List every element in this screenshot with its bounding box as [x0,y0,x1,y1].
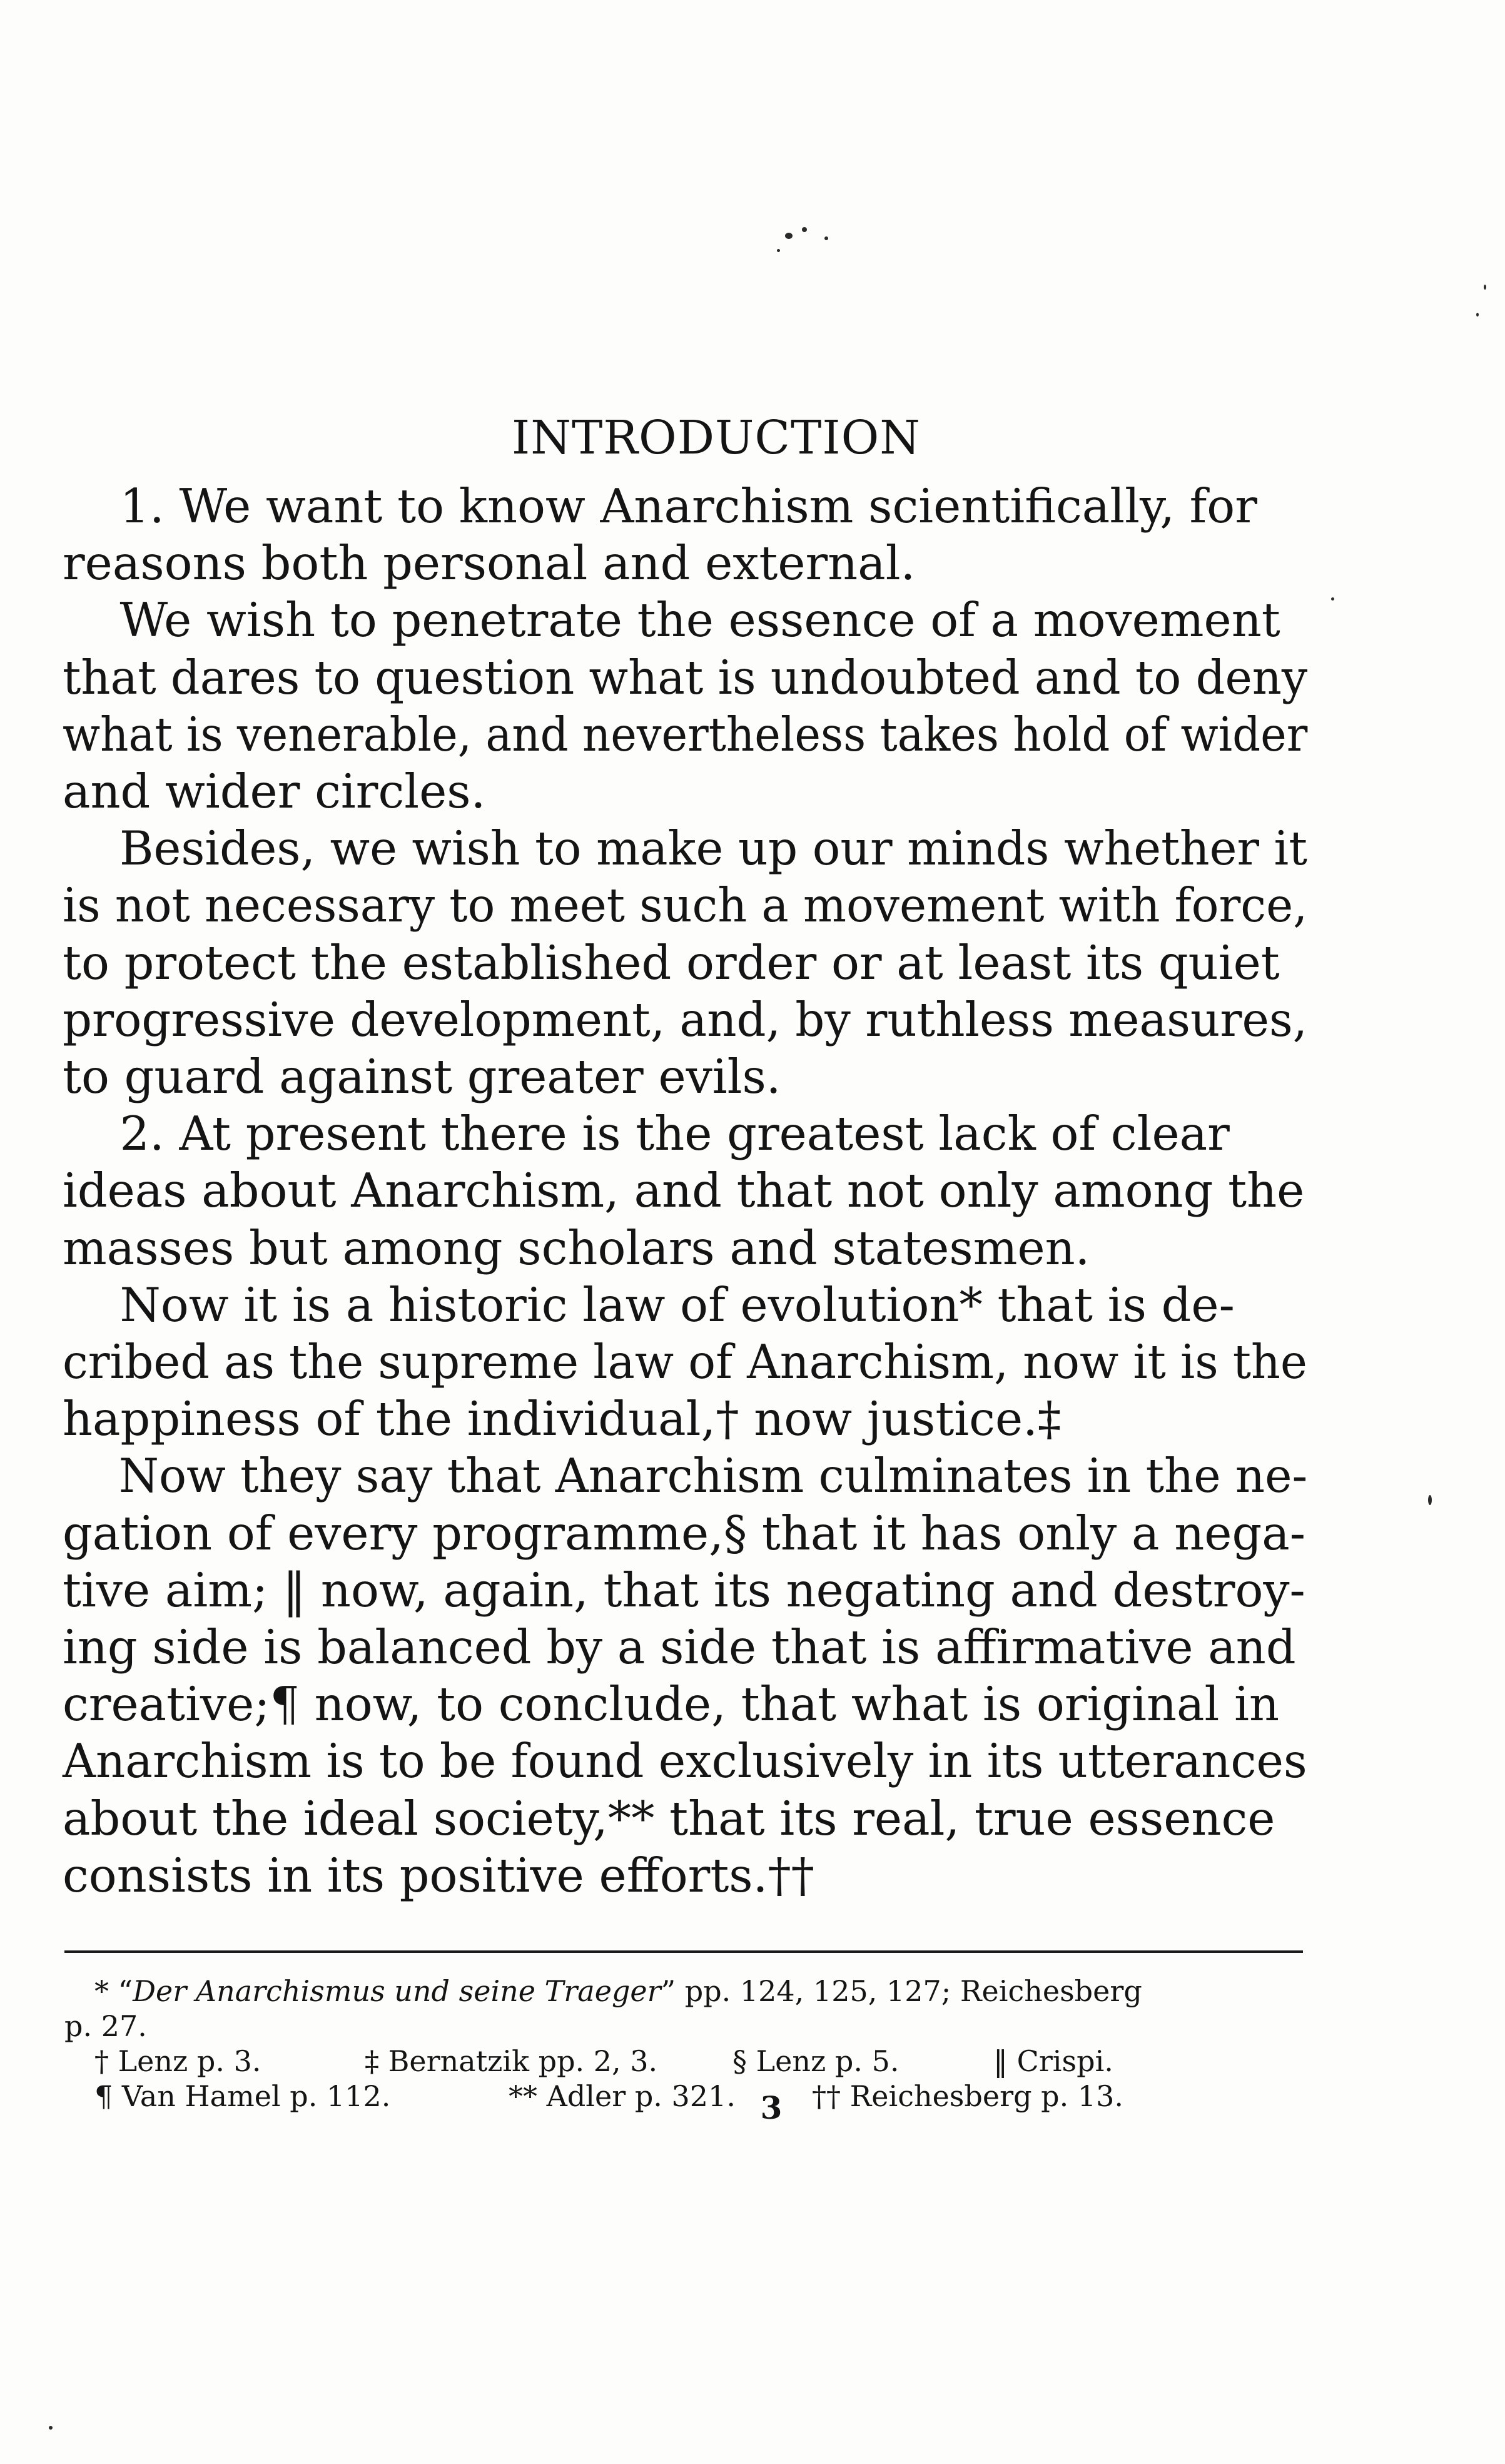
text-line: Anarchism is to be found exclusively in its utterances [63,1733,1307,1789]
footnote-item: ** Adler p. 321. [509,2079,736,2113]
footnote-marker: * “ [94,1974,133,2008]
text-line: 2. At present there is the greatest lack of clear [119,1106,1230,1162]
footnote-line [64,2044,1309,2079]
scan-mark [824,236,828,240]
footnote-item: ‡ Bernatzik pp. 2, 3. [365,2044,658,2078]
text-line: happiness of the individual,† now justice.‡ [63,1391,1062,1447]
footnote-line [64,2009,1309,2044]
text-line: to protect the established order or at least its quiet [63,935,1280,990]
text-line: We wish to penetrate the essence of a movement [119,592,1280,648]
footnote-rule [64,1950,1303,1953]
scan-mark [1428,1495,1432,1505]
text-line: consists in its positive efforts.†† [63,1847,814,1903]
footnote-item: § Lenz p. 5. [732,2044,899,2078]
text-line: is not necessary to meet such a movement with force, [63,878,1308,933]
footnote-line [64,1974,1309,2009]
text-line: ing side is balanced by a side that is affirmative and [63,1620,1296,1675]
scan-mark [1484,285,1486,290]
body-text [63,478,1314,1904]
text-line: masses but among scholars and statesmen. [63,1220,1090,1275]
footnote-item: † Lenz p. 3. [94,2044,261,2078]
scan-mark [1331,597,1334,601]
page-body [63,407,1314,1904]
footnote-item: ¶ Van Hamel p. 112. [94,2079,391,2113]
scan-mark [785,233,793,239]
text-line: and wider circles. [63,764,486,819]
footnote-title: Der Anarchismus und seine Traeger [133,1974,661,2008]
text-line: Besides, we wish to make up our minds whether it [119,821,1308,876]
text-line: what is venerable, and nevertheless takes hold of wider [63,706,1308,762]
text-line: gation of every programme,§ that it has only a nega- [63,1505,1305,1561]
text-line: reasons both personal and external. [63,535,916,591]
footnote-text: ” pp. 124, 125, 127; Reichesberg [661,1974,1142,2008]
scan-mark [49,2426,53,2430]
text-line: to guard against greater evils. [63,1049,781,1105]
text-line: about the ideal society,** that its real, true essence [63,1790,1275,1846]
footnote-item: †† Reichesberg p. 13. [812,2079,1123,2113]
text-line: tive aim; ‖ now, again, that its negating and destroy- [63,1562,1305,1618]
footnote-text: p. 27. [64,2009,147,2043]
text-line: cribed as the supreme law of Anarchism, now it is the [63,1334,1307,1390]
page-heading: INTRODUCTION [511,411,921,465]
text-line: creative;¶ now, to conclude, that what is original in [63,1676,1280,1732]
text-line: that dares to question what is undoubted and to deny [63,649,1308,705]
scan-mark [777,249,780,252]
scan-mark [802,227,807,232]
text-line: Now they say that Anarchism culminates in the ne- [118,1448,1308,1504]
page-number: 3 [760,2089,783,2126]
text-line: progressive development, and, by ruthless measures, [63,991,1308,1047]
footnote-item: ‖ Crispi. [993,2044,1113,2078]
text-line: Now it is a historic law of evolution* that is de- [119,1277,1235,1332]
scan-mark [1476,313,1479,317]
text-line: 1. We want to know Anarchism scientifically, for [119,479,1257,534]
text-line: ideas about Anarchism, and that not only among the [63,1163,1305,1219]
